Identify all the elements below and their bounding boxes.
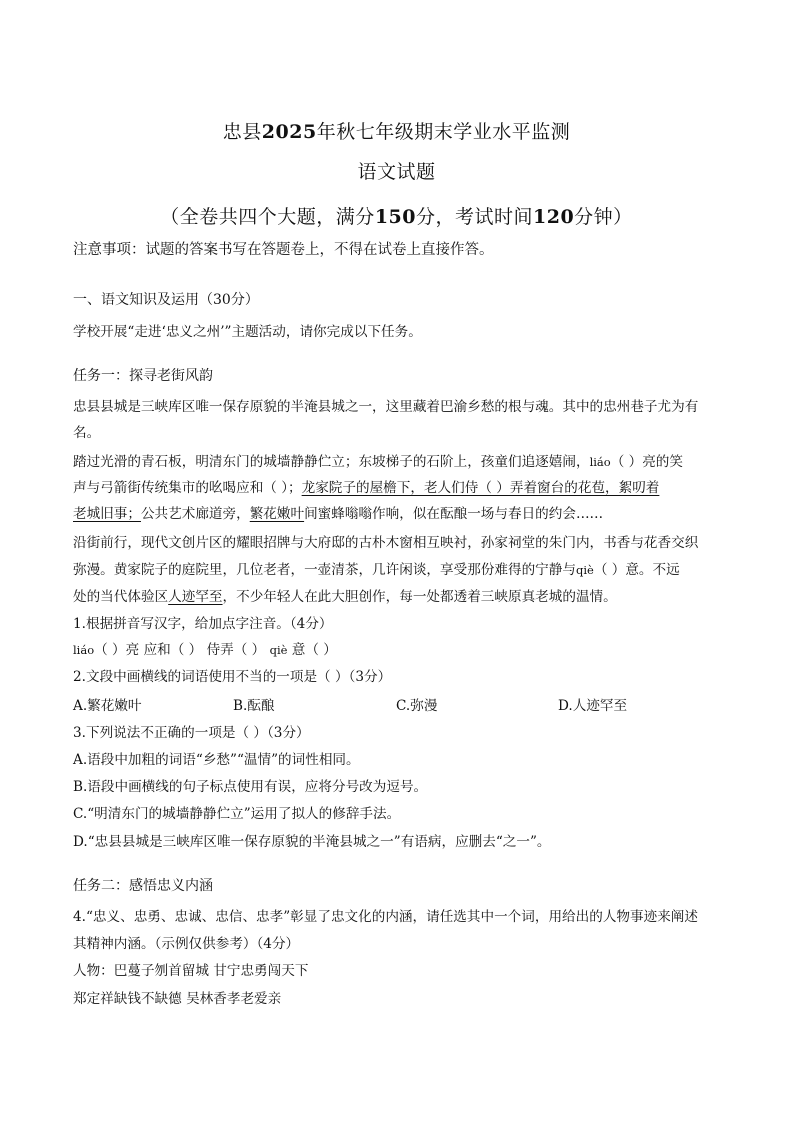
passage-line: 忠县县城是三峡库区唯一保存原貌的半淹县城之一，这里藏着巴渝乡愁的根与魂。其中的忠州巷子尤为有 (73, 399, 699, 415)
exam-info (0, 202, 793, 229)
info-text-c: 分钟） (574, 206, 633, 228)
passage-text: 处的当代体验区 (73, 589, 169, 605)
info-time: 120 (533, 206, 575, 228)
passage-line (73, 452, 733, 472)
underlined-word: 人迹罕至 (168, 589, 223, 605)
passage-line (73, 478, 733, 498)
passage-text: 间蜜蜂嗡嗡作响，似在酝酿一场与春日的约会…… (304, 506, 604, 522)
passage-text: （ ）亮的笑 (610, 454, 683, 470)
pinyin: liáo (589, 455, 611, 469)
passage-text: 弥漫。黄家院子的庭院里，几位老者，一壶清茶，几许闲谈，享受那份难得的宁静与 (73, 562, 576, 578)
section1-heading: 一、语文知识及运用（30分） (73, 292, 259, 308)
blank-text: （ ）亮 应和（ ） 侍弄（ ） (94, 642, 266, 658)
people-list: 郑定祥缺钱不缺德 吴林香孝老爱亲 (73, 991, 282, 1007)
exam-title (0, 117, 793, 144)
option-a: A.繁花嫩叶 (73, 698, 142, 714)
question-1: 1.根据拼音写汉字，给加点字注音。（4分） (73, 616, 333, 632)
passage-line (73, 560, 733, 580)
passage-line: 沿街前行，现代文创片区的耀眼招牌与大府邸的古朴木窗相互映衬，孙家祠堂的朱门内，书香与花香交织 (73, 535, 699, 551)
underlined-sentence: 老城旧事； (73, 506, 141, 522)
title-text-post: 年秋七年级期末学业水平监测 (316, 121, 571, 143)
passage-line (73, 504, 733, 524)
option-d: D.人迹罕至 (558, 698, 628, 714)
info-text-b: 分，考试时间 (415, 206, 533, 228)
pinyin: liáo (73, 643, 95, 657)
question-4: 4.“忠义、忠勇、忠诚、忠信、忠孝”彰显了忠文化的内涵，请任选其中一个词，用给出的人物事迹来阐述 (73, 909, 698, 925)
section1-intro: 学校开展“走进‘忠义之州’”主题活动，请你完成以下任务。 (73, 324, 422, 340)
question-1-blanks (73, 640, 733, 660)
task2-heading: 任务二：感悟忠义内涵 (73, 878, 213, 894)
pinyin: qiè (269, 643, 288, 657)
passage-line: 名。 (73, 425, 101, 441)
blank-text: 意（ ） (291, 642, 337, 658)
option-c: C.“明清东门的城墙静静伫立”运用了拟人的修辞手法。 (73, 806, 401, 822)
underlined-sentence: 龙家院子的屋檐下，老人们侍（ ）弄着窗台的花苞，絮叨着 (301, 480, 660, 496)
question-4: 其精神内涵。（示例仅供参考）（4分） (73, 936, 300, 952)
exam-subtitle: 语文试题 (357, 161, 436, 183)
option-c: C.弥漫 (396, 698, 438, 714)
passage-text: （ ）意。不远 (593, 562, 680, 578)
option-a: A.语段中加粗的词语“乡愁”“温情”的词性相同。 (73, 752, 360, 768)
question-3: 3.下列说法不正确的一项是（ ）（3分） (73, 725, 310, 741)
passage-text: 踏过光滑的青石板，明清东门的城墙静静伫立；东坡梯子的石阶上，孩童们追逐嬉闹， (73, 454, 590, 470)
info-text-a: （全卷共四个大题，满分 (160, 206, 375, 228)
people-list: 人物：巴蔓子刎首留城 甘宁忠勇闯天下 (73, 963, 309, 979)
option-b: B.酝酿 (233, 698, 275, 714)
passage-text: 公共艺术廊道旁， (140, 506, 250, 522)
question-2-options (73, 696, 733, 716)
passage-text: ，不少年轻人在此大胆创作，每一处都透着三峡原真老城的温情。 (222, 589, 617, 605)
title-text-pre: 忠县 (222, 121, 262, 143)
title-year: 2025 (261, 121, 317, 143)
question-2: 2.文段中画横线的词语使用不当的一项是（ ）（3分） (73, 669, 392, 685)
notice: 注意事项：试题的答案书写在答题卷上，不得在试卷上直接作答。 (73, 242, 494, 258)
option-d: D.“忠县县城是三峡库区唯一保存原貌的半淹县城之一”有语病，应删去“之一”。 (73, 834, 551, 850)
pinyin: qiè (575, 563, 594, 577)
underlined-word: 繁花嫩叶 (249, 506, 305, 522)
passage-line (73, 587, 733, 607)
option-b: B.语段中画横线的句子标点使用有误，应将分号改为逗号。 (73, 779, 428, 795)
passage-text: 声与弓箭街传统集市的吆喝应和（ ）； (73, 480, 302, 496)
info-score: 150 (374, 206, 416, 228)
task1-heading: 任务一：探寻老街风韵 (73, 368, 213, 384)
